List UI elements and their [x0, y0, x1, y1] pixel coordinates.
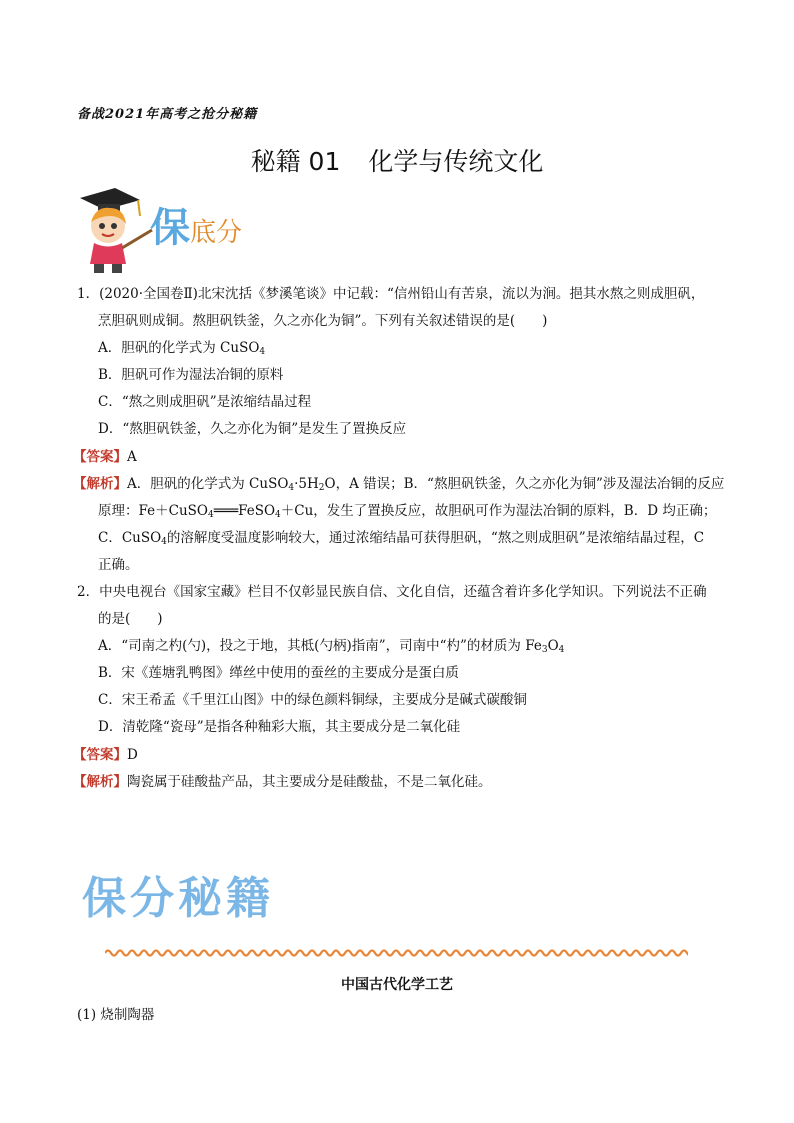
- subscript: 4: [558, 645, 565, 655]
- q1-an2-b: ═══FeSO: [213, 503, 276, 519]
- q2-option-a-mid: O: [547, 638, 559, 654]
- q1-stem-line1: 1．(2020·全国卷Ⅱ)北宋沈括《梦溪笔谈》中记载：“信州铅山有苦泉，流以为涧。挹其水熬之则成胆矾，: [77, 286, 705, 302]
- q1-stem-line2: 烹胆矾则成铜。熬胆矾铁釜，久之亦化为铜”。下列有关叙述错误的是( ): [98, 313, 548, 329]
- q1-analysis-line1: [73, 474, 724, 498]
- q1-analysis-line3: [98, 528, 704, 552]
- title-text: 化学与传统文化: [368, 147, 544, 176]
- q1-analysis-line4: 正确。: [98, 557, 139, 573]
- subscript: 3: [541, 645, 548, 655]
- q2-option-d: D．清乾隆“瓷母”是指各种釉彩大瓶，其主要成分是二氧化硅: [98, 719, 461, 735]
- q1-option-d: D．“熬胆矾铁釜，久之亦化为铜”是发生了置换反应: [98, 421, 407, 437]
- analysis-tag: 【解析】: [73, 476, 127, 492]
- badge-small-text: 底分: [190, 218, 243, 248]
- q1-option-a: [98, 338, 265, 362]
- q2-option-a: [98, 636, 564, 660]
- baodifen-badge: [150, 196, 242, 253]
- answer-tag: 【答案】: [73, 747, 127, 763]
- q1-answer: [73, 447, 137, 467]
- q2-option-c: C．宋王希孟《千里江山图》中的绿色颜料铜绿，主要成分是碱式碳酸铜: [98, 692, 527, 708]
- q1-an2-a: 原理：Fe＋CuSO: [98, 503, 208, 519]
- q1-an1-a: A．胆矾的化学式为 CuSO: [127, 476, 289, 492]
- subscript: 4: [275, 510, 281, 520]
- q2-option-a-text: A．“司南之杓(勺)，投之于地，其柢(勺柄)指南”，司南中“杓”的材质为 Fe: [98, 638, 542, 654]
- subscript: 4: [288, 483, 295, 493]
- q1-option-a-text: A．胆矾的化学式为 CuSO: [98, 340, 260, 356]
- q1-analysis-line2: [98, 501, 716, 525]
- q1-option-b: B．胆矾可作为湿法冶铜的原料: [98, 367, 284, 383]
- section-title: 中国古代化学工艺: [341, 977, 453, 993]
- wave-divider: [105, 946, 688, 960]
- q2-analysis: [73, 772, 492, 792]
- page-title: [0, 142, 794, 178]
- q2-stem-line1: 2．中央电视台《国家宝藏》栏目不仅彰显民族自信、文化自信，还蕴含着许多化学知识。下列说法不正确: [77, 584, 707, 600]
- q1-answer-value: A: [127, 449, 137, 465]
- subscript: 4: [207, 510, 214, 520]
- header-note: 备战2021年高考之抢分秘籍: [77, 107, 258, 122]
- badge-big-char: 保: [150, 205, 190, 251]
- q1-an2-c: ＋Cu，发生了置换反应，故胆矾可作为湿法冶铜的原料，B．D 均正确；: [280, 503, 717, 519]
- q2-stem-line2: 的是( ): [98, 611, 163, 627]
- q2-answer: [73, 745, 138, 765]
- baofen-mijibanner: 保分秘籍: [82, 873, 274, 924]
- q1-an1-b: ·5H: [294, 476, 319, 492]
- q2-answer-value: D: [127, 747, 138, 763]
- title-number: 秘籍 01: [250, 147, 341, 176]
- answer-tag: 【答案】: [73, 449, 127, 465]
- q1-an1-c: O，A 错误；B．“熬胆矾铁釜，久之亦化为铜”涉及湿法冶铜的反应: [324, 476, 725, 492]
- subscript: 4: [161, 537, 167, 547]
- q1-an3-a: C．CuSO: [98, 530, 162, 546]
- q1-an3-b: 的溶解度受温度影响较大，通过浓缩结晶可获得胆矾，“熬之则成胆矾”是浓缩结晶过程，C: [166, 530, 705, 546]
- sub-item-1: (1) 烧制陶器: [77, 1007, 155, 1023]
- subscript: 2: [318, 483, 325, 493]
- q1-option-c: C．“熬之则成胆矾”是浓缩结晶过程: [98, 394, 312, 410]
- mascot-graduate-icon: [60, 180, 160, 280]
- q2-option-b: B．宋《莲塘乳鸭图》缂丝中使用的蚕丝的主要成分是蛋白质: [98, 665, 459, 681]
- analysis-tag: 【解析】: [73, 774, 127, 790]
- q2-analysis-text: 陶瓷属于硅酸盐产品，其主要成分是硅酸盐，不是二氧化硅。: [127, 774, 492, 790]
- subscript: 4: [259, 347, 266, 357]
